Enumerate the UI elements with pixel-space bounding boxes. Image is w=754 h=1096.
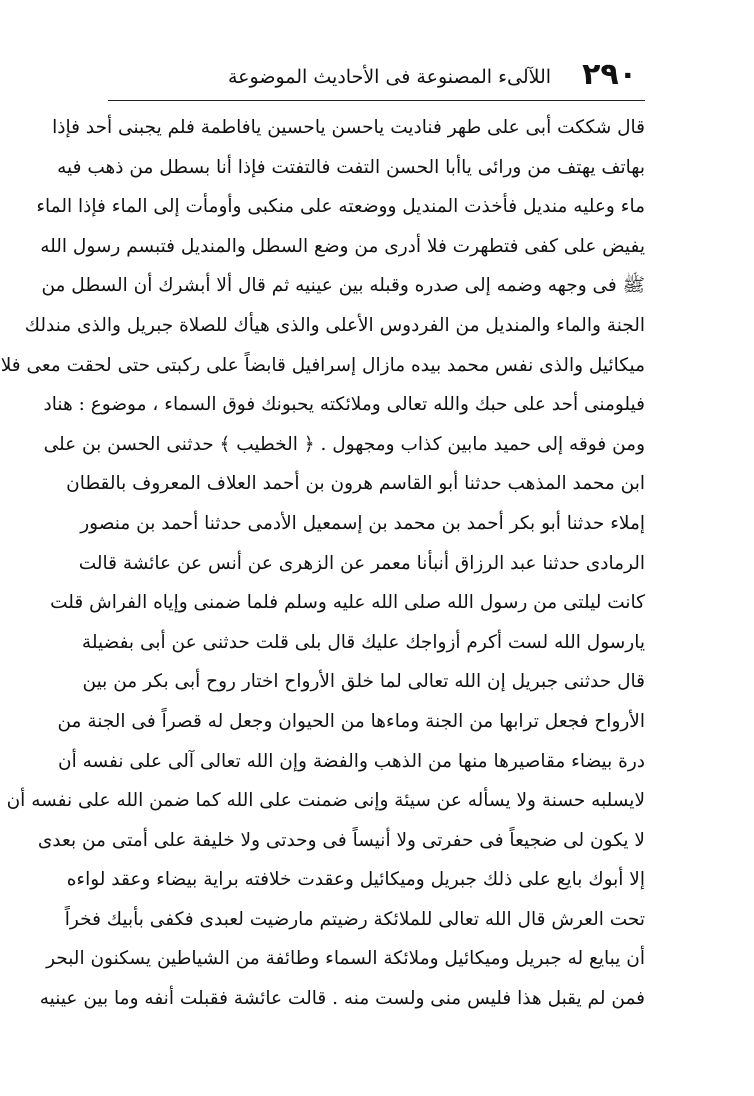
body-text (0, 108, 645, 1019)
text-line: قال حدثنى جبريل إن الله تعالى لما خلق الأرواح اختار روح أبى بكر من بين (82, 671, 645, 693)
text-line: إملاء حدثنا أبو بكر أحمد بن محمد بن إسمعيل الأدمى حدثنا أحمد بن منصور (80, 512, 645, 534)
text-line: يفيض على كفى فتطهرت فلا أدرى من وضع السطل والمنديل فتبسم رسول الله (40, 235, 645, 257)
text-line: ماء وعليه منديل فأخذت المنديل ووضعته على منكبى وأومأت إلى الماء فإذا الماء (36, 196, 645, 218)
text-line: تحت العرش قال الله تعالى للملائكة رضيتم مارضيت لعبدى فكفى بأبيك فخراً (64, 908, 645, 930)
text-line: فيلومنى أحد على حبك والله تعالى وملائكته يحبونك فوق السماء ، موضوع : هناد (43, 394, 645, 416)
text-line: كانت ليلتى من رسول الله صلى الله عليه وسلم فلما ضمنى وإياه الفراش قلت (50, 592, 645, 614)
running-title: اللآلىء المصنوعة فى الأحاديث الموضوعة (228, 66, 552, 88)
text-line: ابن محمد المذهب حدثنا أبو القاسم هرون بن أحمد العلاف المعروف بالقطان (66, 473, 645, 495)
text-line: ومن فوقه إلى حميد مابين كذاب ومجهول . ﴿ الخطيب ﴾ حدثنى الحسن بن على (43, 433, 645, 455)
text-line: الأرواح فجعل ترابها من الجنة وماءها من الحيوان وجعل له قصراً فى الجنة من (57, 710, 645, 732)
text-line: فمن لم يقبل هذا فليس منى ولست منه . قالت عائشة فقبلت أنفه وما بين عينيه (39, 988, 645, 1010)
text-line: درة بيضاء مقاصيرها منها من الذهب والفضة وإن الله تعالى آلى على نفسه أن (58, 750, 645, 772)
page-number: ٢٩٠ (582, 57, 637, 92)
text-line: لايسلبه حسنة ولا يسأله عن سيئة وإنى ضمنت على الله كما ضمن الله على نفسه أن (6, 790, 645, 812)
text-line: قال شككت أبى على طهر فناديت ياحسن ياحسين يافاطمة فلم يجبنى أحد فإذا (52, 117, 645, 138)
text-line: لا يكون لى ضجيعاً فى حفرتى ولا أنيساً فى وحدتى ولا خليفة على أمتى من بعدى (37, 829, 645, 851)
text-line: إلا أبوك بايع على ذلك جبريل وميكائيل وعقدت خلافته براية بيضاء وعقد لواءه (66, 869, 645, 891)
text-line: الجنة والماء والمنديل من الفردوس الأعلى والذى هيأك للصلاة جبريل والذى مندلك (24, 314, 645, 336)
text-line: بهاتف يهتف من ورائى ياأبا الحسن التفت فالتفتت فإذا أنا بسطل من ذهب فيه (57, 156, 645, 178)
text-line: ميكائيل والذى نفس محمد بيده مازال إسرافيل قابضاً على ركبتى حتى لحقت معى فلا (0, 354, 645, 376)
page-header (108, 58, 645, 98)
text-line: أن يبايع له جبريل وميكائيل وملائكة السماء وطائفة من الشياطين يسكنون البحر (46, 948, 645, 970)
text-line: ﷺ فى وجهه وضمه إلى صدره وقبله بين عينيه ثم قال ألا أبشرك أن السطل من (41, 275, 645, 297)
text-line: يارسول الله لست أكرم أزواجك عليك قال بلى قلت حدثنى عن أبى بفضيلة (81, 631, 645, 653)
header-rule (108, 100, 645, 101)
text-line: الرمادى حدثنا عبد الرزاق أنبأنا معمر عن الزهرى عن أنس عن عائشة قالت (78, 552, 645, 574)
